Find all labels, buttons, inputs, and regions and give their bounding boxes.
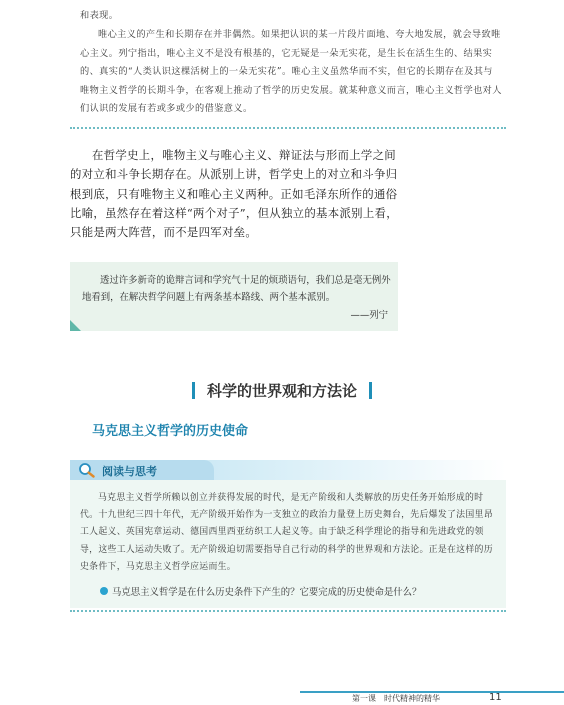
intro-text-box [70,0,506,129]
main-paragraph: 在哲学史上，唯物主义与唯心主义、辩证法与形而上学之间的对立和斗争长期存在。从派别上讲，哲学史上的对立和斗争归根到底，只有唯物主义和唯心主义两种。正如毛泽东所作的通俗比喻，虽然存在着这样“两个对子”，但从独立的基本派别上看，只能是两大阵营，而不是四军对垒。 [70,148,398,240]
quote-text: 透过许多新奇的诡辩言词和学究气十足的烦琐语句，我们总是毫无例外地看到，在解决哲学问题上有两条基本路线、两个基本派别。 [82,275,391,303]
quote-author: ——列宁 [350,310,388,321]
question-line [100,584,421,598]
section-heading [0,380,564,401]
heading-bar-left [192,382,195,399]
quote-box [70,262,398,331]
subsection-title: 马克思主义哲学的历史使命 [92,424,249,439]
question-bullet-icon [100,587,108,595]
corner-fold-icon [70,320,81,331]
intro-paragraph: 唯心主义的产生和长期存在并非偶然。如果把认识的某一片段片面地、夸大地发展，就会导致唯心主义。列宁指出，唯心主义不是没有根基的，它无疑是一朵无实花，是生长在活生生的、结果实的、真实的“人类认识这棵活树上的一朵无实花”。唯心主义虽然华而不实，但它的长期存在及其与唯物主义哲学的长期斗争，在客观上推动了哲学的历史发展。就某种意义而言，唯心主义哲学也对人们认识的发展有若或多或少的借鉴意义。 [80,29,502,115]
section-title: 科学的世界观和方法论 [206,382,357,400]
question-text: 马克思主义哲学是在什么历史条件下产生的？它要完成的历史使命是什么？ [112,587,422,598]
reading-box [70,460,506,612]
intro-line: 和表现。 [80,10,119,21]
reading-text: 马克思主义哲学所赖以创立并获得发展的时代，是无产阶级和人类解放的历史任务开始形成的时代。十九世纪三四十年代，无产阶级开始作为一支独立的政治力量登上历史舞台，先后爆发了法国里昂工人起义、英国宪章运动、德国西里西亚纺织工人起义等。由于缺乏科学理论的指导和先进政党的领导，这些工人运动失败了。无产阶级迫切需要指导自己行动的科学的世界观和方法论。正是在这样的历史条件下，马克思主义哲学应运而生。 [80,493,493,572]
footer-lesson-title: 第一课 时代精神的精华 [352,694,440,703]
magnifier-book-icon [78,462,96,478]
heading-bar-right [369,382,372,399]
page-number: 11 [489,692,502,703]
reading-box-header [70,460,506,480]
reading-box-body [70,480,506,608]
reading-box-title: 阅读与思考 [102,465,157,478]
